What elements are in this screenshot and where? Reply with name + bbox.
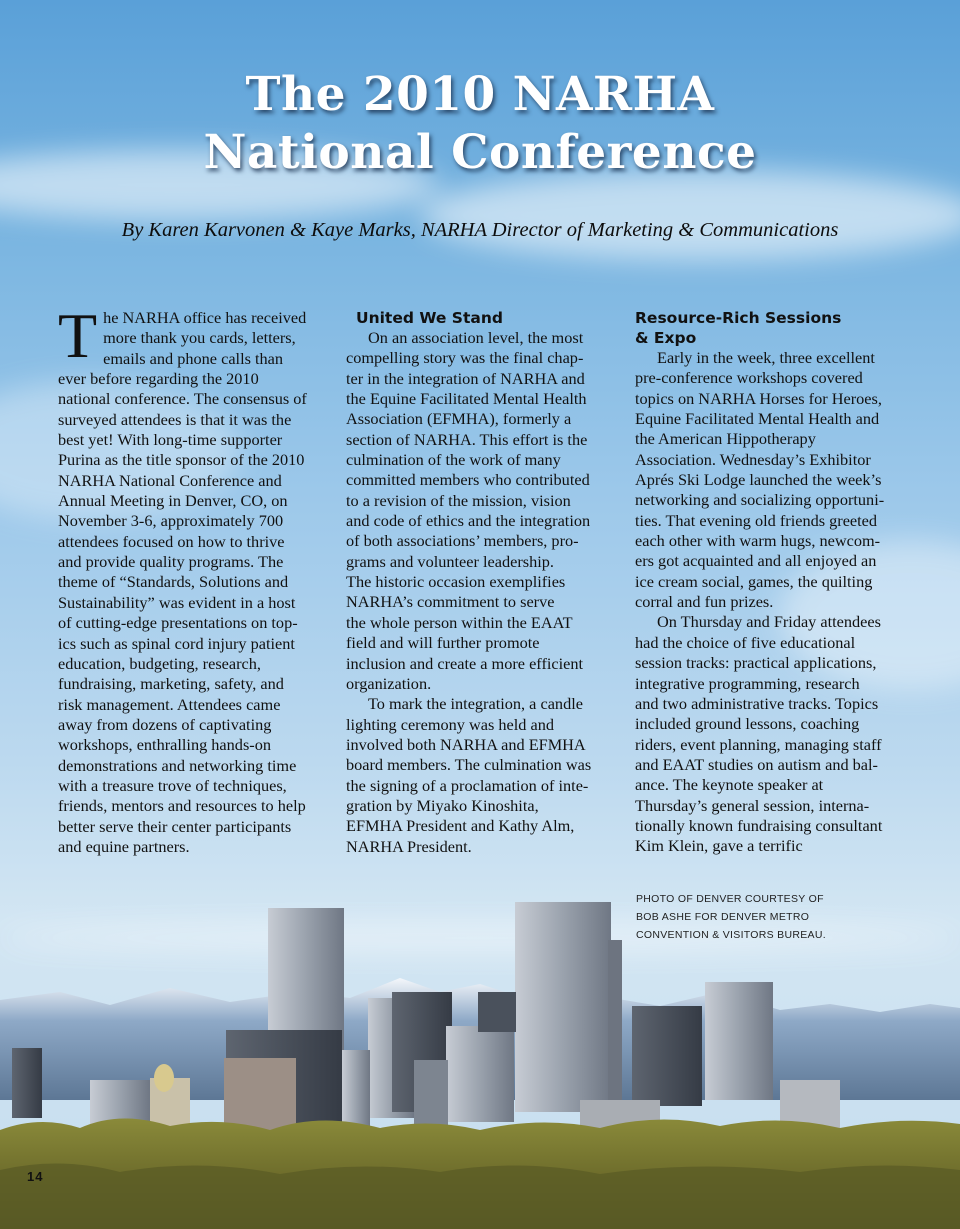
byline: By Karen Karvonen & Kaye Marks, NARHA Director of Marketing & Communications	[121, 219, 839, 241]
text-line: topics on NARHA Horses for Heroes,	[635, 388, 882, 408]
text-line: ics such as spinal cord injury patient	[58, 633, 295, 653]
section-heading-united: United We Stand	[356, 309, 503, 327]
text-line: NARHA President.	[346, 836, 472, 856]
cloud-decoration	[420, 170, 960, 260]
text-line: the signing of a proclamation of inte-	[346, 775, 589, 795]
text-line: lighting ceremony was held and	[346, 714, 554, 734]
text-line: pre-conference workshops covered	[635, 368, 863, 388]
text-line: of cutting-edge presentations on top-	[58, 613, 298, 633]
text-line: away from dozens of captivating	[58, 714, 272, 734]
title-line-1: The 2010 NARHA	[245, 67, 715, 122]
text-line: integrative programming, research	[635, 673, 860, 693]
text-line: friends, mentors and resources to help	[58, 796, 306, 816]
text-line: better serve their center participants	[58, 816, 292, 836]
text-line: Early in the week, three excellent	[657, 348, 875, 367]
text-line: and code of ethics and the integration	[346, 511, 591, 531]
text-line: Sustainability” was evident in a host	[58, 592, 296, 612]
text-line: On an association level, the most	[368, 328, 584, 347]
text-line: board members. The culmination was	[346, 755, 592, 775]
text-line: The historic occasion exemplifies	[346, 572, 566, 592]
text-line: committed members who contributed	[346, 470, 590, 490]
text-line: organization.	[346, 673, 432, 693]
text-line: each other with warm hugs, newcom-	[635, 531, 881, 551]
text-line: tionally known fundraising consultant	[635, 815, 883, 835]
text-line: education, budgeting, research,	[58, 653, 261, 673]
text-line: field and will further promote	[346, 633, 540, 653]
section-heading-line-2: & Expo	[635, 329, 697, 347]
text-line: ter in the integration of NARHA and	[346, 368, 585, 388]
text-line: ice cream social, games, the quilting	[635, 571, 873, 591]
text-line: compelling story was the final chap-	[346, 348, 584, 368]
page-number: 14	[27, 1169, 44, 1184]
text-line: involved both NARHA and EFMHA	[346, 734, 586, 754]
text-line: Aprés Ski Lodge launched the week’s	[635, 470, 882, 490]
text-line: demonstrations and networking time	[58, 755, 297, 775]
text-line: Annual Meeting in Denver, CO, on	[58, 491, 288, 511]
text-line: the American Hippotherapy	[635, 429, 816, 449]
text-line: ance. The keynote speaker at	[635, 775, 824, 795]
text-line: gration by Miyako Kinoshita,	[346, 795, 539, 815]
drop-cap: T	[58, 300, 98, 371]
text-line: NARHA’s commitment to serve	[346, 592, 555, 612]
text-line: Purina as the title sponsor of the 2010	[58, 450, 305, 470]
text-line: Kim Klein, gave a terrific	[635, 836, 803, 856]
text-line: the whole person within the EAAT	[346, 612, 573, 632]
text-line: corral and fun prizes.	[635, 592, 774, 612]
text-line: he NARHA office has received	[103, 308, 307, 327]
column-2	[346, 308, 611, 857]
text-line: to a revision of the mission, vision	[346, 490, 571, 510]
text-line: and two administrative tracks. Topics	[635, 693, 879, 713]
article-title	[0, 66, 960, 182]
text-line: culmination of the work of many	[346, 450, 561, 470]
united-paragraph-1	[346, 328, 611, 694]
text-line: riders, event planning, managing staff	[635, 734, 882, 754]
text-line: attendees focused on how to thrive	[58, 531, 285, 551]
text-line: national conference. The consensus of	[58, 389, 307, 409]
text-line: To mark the integration, a candle	[368, 694, 583, 714]
text-line: more thank you cards, letters,	[103, 328, 296, 348]
sessions-paragraph-1	[635, 348, 903, 612]
photo-credit-line: PHOTO OF DENVER COURTESY OF	[636, 893, 824, 905]
text-line: ties. That evening old friends greeted	[635, 510, 878, 530]
text-line: section of NARHA. This effort is the	[346, 429, 588, 449]
text-line: November 3-6, approximately 700	[58, 511, 284, 531]
text-line: grams and volunteer leadership.	[346, 551, 554, 571]
text-line: inclusion and create a more efficient	[346, 653, 584, 673]
text-line: ers got acquainted and all enjoyed an	[635, 551, 877, 571]
text-line: with a treasure trove of techniques,	[58, 775, 287, 795]
text-line: had the choice of five educational	[635, 632, 856, 652]
text-line: workshops, enthralling hands-on	[58, 735, 271, 755]
intro-paragraph	[58, 300, 328, 857]
text-line: session tracks: practical applications,	[635, 653, 877, 673]
text-line: ever before regarding the 2010	[58, 369, 259, 389]
text-line: the Equine Facilitated Mental Health	[346, 389, 587, 409]
title-line-2: National Conference	[203, 125, 757, 180]
text-line: included ground lessons, coaching	[635, 714, 860, 734]
text-line: fundraising, marketing, safety, and	[58, 674, 284, 694]
text-line: surveyed attendees is that it was the	[58, 409, 292, 429]
text-line: theme of “Standards, Solutions and	[58, 572, 289, 592]
text-line: of both associations’ members, pro-	[346, 531, 579, 551]
text-line: networking and socializing opportuni-	[635, 490, 885, 510]
text-line: and provide quality programs. The	[58, 552, 284, 572]
text-line: and EAAT studies on autism and bal-	[635, 754, 878, 774]
text-line: EFMHA President and Kathy Alm,	[346, 816, 575, 836]
united-paragraph-2	[346, 694, 611, 857]
photo-credit-line: CONVENTION & VISITORS BUREAU.	[636, 929, 826, 941]
text-line: Association (EFMHA), formerly a	[346, 409, 572, 429]
photo-credit-line: BOB ASHE FOR DENVER METRO	[636, 911, 810, 923]
section-heading-resource	[635, 308, 903, 348]
column-1	[58, 300, 328, 857]
text-line: NARHA National Conference and	[58, 470, 282, 490]
text-line: Association. Wednesday’s Exhibitor	[635, 449, 871, 469]
column-3	[635, 308, 903, 857]
text-line: emails and phone calls than	[103, 348, 284, 368]
text-line: Thursday’s general session, interna-	[635, 795, 870, 815]
text-line: Equine Facilitated Mental Health and	[635, 409, 880, 429]
sessions-paragraph-2	[635, 612, 903, 856]
denver-skyline-photo	[0, 880, 960, 1229]
text-line: best yet! With long-time supporter	[58, 430, 283, 450]
text-line: On Thursday and Friday attendees	[657, 612, 881, 632]
section-heading-line-1: Resource-Rich Sessions	[635, 309, 842, 327]
text-line: risk management. Attendees came	[58, 694, 281, 714]
text-line: and equine partners.	[58, 836, 190, 856]
